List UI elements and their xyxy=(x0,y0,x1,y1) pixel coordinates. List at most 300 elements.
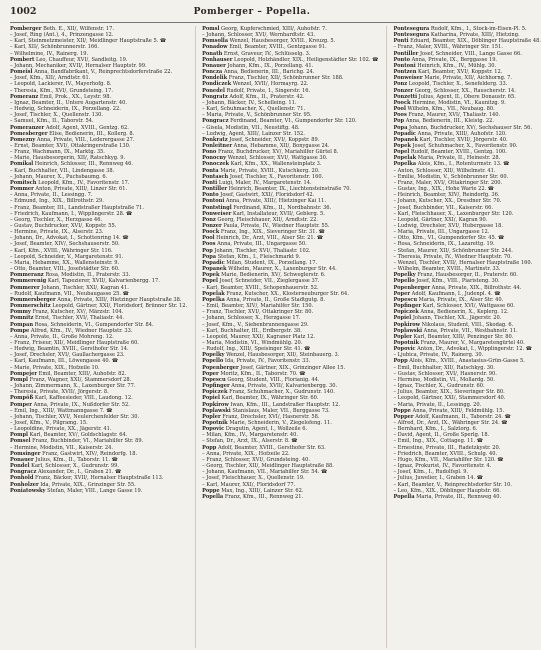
entry-surname: Popler xyxy=(393,333,412,340)
entry-details: – Ignaz, Beamter, II., Untere Augartenstr. 40. xyxy=(10,99,127,106)
entry-details: Eduard, Beamter, XIX., Döblinger Hauptstraße 48. xyxy=(408,38,541,45)
entry-details: Franz, Wagner, XXI/, Stammersdorf 28. xyxy=(27,376,132,383)
entry-surname: Poplawski xyxy=(393,327,423,334)
entry-details: Josef, Schneider, XVI/, Koppstr. 89. xyxy=(227,136,320,143)
entry-surname: Popiel xyxy=(393,315,412,322)
entry-details: – Julius, Juwelier, I., Graben 14. ☎ xyxy=(393,475,484,482)
entry-details: Wilhelm, Kfm., VII., Neubaug. 80. xyxy=(405,106,495,113)
entry-details: Alois, Kfm., XVIII., Anastasius-Grün-Gasse 5. xyxy=(407,358,525,365)
entry-surname: Ponti xyxy=(393,38,409,45)
entry-details: Stefan, Kfm., I., Fleischmarkt 9. xyxy=(216,253,301,260)
entry-details: Anna, Bedienerin, X., Keplerg. 12. xyxy=(418,309,509,316)
entry-details: Marie, Bedienerin, XV/, Schweglerstr. 6. xyxy=(219,272,326,279)
entry-details: Karl, Schlosser, XVI/, Wattgasse 60. xyxy=(421,303,515,310)
entry-details: Rosa, Modistin, II., Praterstr. 33. xyxy=(43,272,131,279)
entry-details: – Rudolf, Kaufmann, VII., Neubaugasse 25. ☎ xyxy=(10,290,129,297)
entry-details: Karl, Beamter, IX., Währinger Str. 60. xyxy=(219,395,319,402)
entry-surname: Ponath xyxy=(202,50,223,57)
entry-surname: Popler xyxy=(202,413,221,420)
entry-details: – Karl, Fleischhauer, X., Laxenburger Str. 120. xyxy=(393,210,514,217)
entry-details: Franz, Kfm., III., Rennweg 21. xyxy=(223,493,304,500)
entry-surname: Pomezny xyxy=(10,136,36,143)
entry-details: – Otto, Beamter, VIII., Josefstädter Str. 60. xyxy=(10,266,120,273)
entry-details: – Gisela, Modistin, VII., Neustiftg. 48. xyxy=(202,124,300,131)
entry-surname: Pommeranz xyxy=(10,272,44,279)
entry-details: Anton, Private, XIII/, Linzer Str. 61. xyxy=(33,186,128,193)
entry-details: – Friedrich, Beamter, XVIII., Schulg. 40. xyxy=(393,450,498,457)
entry-details: – Franz, Schlosser, XVI/, Grundsteing. 40. xyxy=(202,456,310,463)
column-1 xyxy=(10,26,187,648)
entry-surname: Popiel xyxy=(202,395,220,402)
entry-details: – Georg, Tischler, XII/, Meidlinger Hauptstraße 88. xyxy=(202,463,334,470)
entry-details: – Franz, Beamter, III., Landstraßer Hauptstraße 71. xyxy=(10,204,144,211)
entry-details: Josef, Schneider, VIII., Lange Gasse 66. xyxy=(418,50,522,57)
entry-surname: Popiczek xyxy=(393,309,419,316)
entry-surname: Pomikal xyxy=(10,161,34,168)
entry-details: Beth. E., XII/, Wilfenstr. 17. xyxy=(41,26,115,32)
column-3 xyxy=(386,26,540,648)
entry-details: Franz, Ing., XIX., Sieveringer Str. 31. ☎ xyxy=(219,229,326,236)
entry-details: Anna, Private, XIX., Billrothstr. 44. xyxy=(430,284,522,291)
entry-surname: Popek xyxy=(202,272,220,279)
entry-surname: Pommerenig xyxy=(10,278,47,285)
entry-details: – Karl, Steinmetzmeister, XII/, Meidlinger Hauptstraße 5. ☎ xyxy=(10,38,167,45)
entry-details: Anna, Hebamme, XII/, Bonygasse 24. xyxy=(232,142,330,149)
entry-surname: Pool xyxy=(202,235,215,242)
entry-surname: Pontoni xyxy=(393,62,416,69)
entry-details: – Anna, Private, II., Große Mohreng. 12. xyxy=(10,333,114,340)
entry-surname: Pompe xyxy=(10,327,30,334)
entry-details: Anna, Bandfabrikant, V., Reinprechtsdorferstraße 22. xyxy=(32,69,173,76)
entry-surname: Pop xyxy=(393,118,405,125)
entry-details: – Karl, Maurer, XXI/, Floridsdorf 77. xyxy=(202,481,296,488)
entry-surname: Poppe xyxy=(202,487,220,494)
entry-details: Adolf, Agent, XVIII., Gentzg. 62. xyxy=(44,124,129,131)
entry-details: – Emil, Buchhalter, XII/, Ratschkyg. 30. xyxy=(393,364,495,371)
entry-details: – Josef, Drechsler, XVI/, Gaullachergasse 23. xyxy=(10,352,125,359)
entry-details: – Hermine, Modistin, VI., Mollardg. 50. xyxy=(393,376,495,383)
entry-surname: Pontasch xyxy=(202,173,229,180)
entry-details: Wenzel, Hausbesorger, XVIII., Kreuzg. 5. xyxy=(228,38,336,45)
entry-details: Ida, Private, XIX., Grinzinger Str. 55. xyxy=(38,481,136,488)
entry-details: – Wilhelmine, IV., Rainerg. 19. xyxy=(10,50,89,57)
entry-details: – Rudolf, Ing., XIII/, Speisinger Str. 41. ☎ xyxy=(202,346,311,353)
entry-details: Stanislaus, Maler, VII., Burggasse 73. xyxy=(230,407,330,414)
entry-details: – Josef, Beamter, XIV/, Sechshauserstr. 50. xyxy=(10,241,120,248)
entry-details: – Karl, Schuhmacher, X., Quellenstr. 71. xyxy=(202,106,306,113)
entry-details: Anton, Dr., Advokat, I., Wipplingerstr. 12. ☎ xyxy=(415,346,533,353)
entry-details: Leopold, Gärtner, XXI/, Floridsdorf, Brünner Str. 12. xyxy=(50,303,188,310)
entry-details: – Marie, Private, XIX., Hofzeile 10. xyxy=(10,364,100,371)
entry-surname: Popenberger xyxy=(393,284,431,291)
entry-details: Johann, Tischler, XXI/, Kagran 41. xyxy=(39,284,129,291)
entry-details: – Gustav, Ing., XIX., Hohe Warte 22. ☎ xyxy=(393,186,495,193)
entry-details: – Johann, Mechaniker, XVII/, Hernalser Hauptstr. 99. xyxy=(10,62,147,69)
entry-surname: Popescu xyxy=(202,376,226,383)
entry-details: – Gustav, Schlosser, XVI/, Hasnerstr. 90. xyxy=(393,370,497,377)
entry-details: – Franz, Tischler, XVI/, Ottakringer Str. 80. xyxy=(202,309,314,316)
entry-surname: Popp xyxy=(393,358,408,365)
entry-details: Adolf, Kfm., II., Praterstr. 42. xyxy=(227,93,305,100)
entry-surname: Pomsel xyxy=(10,438,31,445)
entry-details: Karl, Kaffeesieder, VIII., Laudong. 12. xyxy=(33,395,133,402)
entry-surname: Ponzetti xyxy=(393,93,418,100)
entry-details: Alexander, Dr., I., Graben 21. ☎ xyxy=(36,469,122,476)
entry-details: Johann, Kfm., IX., Porzellang. 41. xyxy=(225,62,314,69)
entry-details: – Maria, Hebamme, XX., Wallensteinstr. 9. xyxy=(10,259,120,266)
entry-details: – Hugo, Kfm., VII., Mariahilfer Str. 120. ☎ xyxy=(393,456,504,463)
directory-entry xyxy=(393,494,540,500)
entry-details: – Ernst, Beamter, XVI/, Ottakringerstraße 130. xyxy=(10,142,131,149)
entry-surname: Popfinger xyxy=(202,383,230,390)
entry-details: Leo, Chauffeur, XVI/, Sandleitg. 19. xyxy=(34,56,128,63)
entry-details: Anna, Private, XIII/, Hietzinger Hauptstraße 38. xyxy=(55,296,182,303)
entry-details: – Johann, Kutscher, XX., Dresdner Str. 70. xyxy=(393,198,502,205)
entry-details: Franz, Bäcker, XVII/, Hernalser Hauptstraße 113. xyxy=(33,475,164,482)
entry-details: – Karl, Kfm., XVIII., Währinger Str. 116. xyxy=(10,247,113,254)
entry-details: Franz, Drechsler, XVI/, Hasnerstr. 58. xyxy=(220,413,320,420)
entry-surname: Ponzer xyxy=(202,223,222,229)
entry-surname: Ponauer xyxy=(202,62,226,69)
entry-surname: Pontzen xyxy=(393,69,417,76)
entry-details: Heinrich, Schlosser, III., Rennweg 46. xyxy=(33,161,133,168)
entry-details: Josef, Tischler, X., Favoritenstr. 160. xyxy=(228,173,324,180)
entry-details: Franz, Kutscher, XX., Klosterneuburger Str. 64. xyxy=(224,290,349,297)
entry-details: Wenzel, XVII/, Hormayrg. 22. xyxy=(231,81,309,88)
entry-details: – Johann, Maurer, X., Puchsbaumg. 6. xyxy=(10,173,108,180)
entry-surname: Popanek xyxy=(393,136,418,143)
entry-details: Karl, Beamter, XVI/, Koppstr. 12. xyxy=(416,69,503,76)
columns xyxy=(10,26,541,648)
entry-surname: Popa xyxy=(202,253,217,260)
entry-details: – Gustav, Buchdrucker, XVI/, Koppstr. 55. xyxy=(10,223,117,229)
entry-surname: Popella xyxy=(202,493,224,500)
entry-details: Anna, Private, VIII., Lederergasse 27. xyxy=(35,136,135,143)
entry-surname: Pommy xyxy=(10,309,31,316)
entry-surname: Popelak xyxy=(393,155,417,162)
entry-surname: Popotnik xyxy=(202,420,228,426)
entry-details: Karl, Installateur, XVII/, Geblerg. 5. xyxy=(231,210,325,217)
entry-details: Luigi, Maler, IV., Margaretenstr. 14. xyxy=(217,179,312,186)
entry-surname: Popa xyxy=(393,124,408,131)
entry-details: Josef, Schneider, VII., Zieglergasse 37. xyxy=(217,278,320,285)
entry-details: Moritz, Kfm., II., Taborstr. 70. ☎ xyxy=(218,370,306,377)
entry-details: Georg, Kupferschmied, XIII/, Auhofstr. 7. xyxy=(219,26,327,32)
entry-details: – Franz, Maler, XVI/, Ottakringer Str. 200. xyxy=(393,179,503,186)
entry-details: – Ignaz, Tischler, X., Gudrunstr. 60. xyxy=(393,383,485,390)
entry-surname: Popella xyxy=(393,493,415,500)
directory-entry xyxy=(202,494,378,500)
column-2 xyxy=(195,26,378,648)
entry-details: Heinrich, Beamter, IX., Liechtensteinstraße 70. xyxy=(227,186,352,193)
entry-details: Dragutin, Agent, I., Wollzeile 6. xyxy=(224,426,308,433)
entry-details: Franz, Hausbesorger, II., Praterstr. 60. xyxy=(415,272,518,279)
entry-details: – Otto, Kfm., VI., Gumpendorfer Str. 45. ☎ xyxy=(393,235,505,242)
entry-surname: Ponhold xyxy=(10,475,34,482)
entry-details: – Leopold, Gärtner, XXI/, Stammersdorf 40. xyxy=(393,395,506,402)
entry-surname: Pommer xyxy=(10,186,34,193)
entry-details: Anna, Private, III., Ungargasse 50. xyxy=(215,241,307,248)
entry-details: Maria, Private, III., Rennweg 40. xyxy=(414,493,502,500)
entry-surname: Popelka xyxy=(393,161,417,168)
entry-details: – Stefan, Maurer, XII/, Schönbrunner Str. 244. xyxy=(393,247,513,254)
entry-surname: Pontoni xyxy=(202,198,225,205)
entry-details: Marie, Private, XVIII., Kutschkerg. 20. xyxy=(218,167,320,174)
entry-details: – Karl, Kaufmann, III., Löwengasse 40. ☎ xyxy=(10,358,119,365)
entry-details: Franz, Gastwirt, XIV/, Reindorfg. 18. xyxy=(40,450,138,457)
entry-surname: Poppe xyxy=(393,407,411,414)
page-header xyxy=(10,6,494,23)
entry-surname: Pomeranzer xyxy=(10,124,45,131)
entry-details: – Johann, Bäcker, IV., Schelleing. 11. xyxy=(202,99,297,106)
entry-details: Anna, Private, IX., Nußdorfer Str. 52. xyxy=(31,401,130,408)
entry-details: – Karl, XII/, Schönbrunnerstr. 166. xyxy=(10,44,99,51)
entry-details: – Johann, Schlosser, XVI/, Wernhardtstr. 43. xyxy=(202,32,315,39)
entry-details: Maria, Private, IX., Alser Str. 40. xyxy=(417,296,504,303)
entry-surname: Ponti xyxy=(202,179,218,186)
entry-details: – Hermine, Private, IX., Alserstr. 23. xyxy=(10,229,104,236)
entry-surname: Ponz xyxy=(393,81,408,88)
entry-surname: Ponkratz xyxy=(202,136,228,143)
entry-details: – Karl, Buchhalter, III., Erdbergstr. 38. xyxy=(202,327,302,334)
entry-surname: Poock xyxy=(393,99,411,106)
entry-details: – Leopoldine, Private, XX., Jägerstr. 41. xyxy=(10,426,112,433)
entry-surname: Ponta xyxy=(202,167,219,174)
entry-details: Johann, Buchdrucker, XV/, Sechshauser Str. 56. xyxy=(407,124,532,131)
entry-details: Stefan, Maler, VIII., Lange Gasse 19. xyxy=(45,487,143,494)
entry-details: Adolf, Kaufmann, II., Taborstr. 24. ☎ xyxy=(413,413,511,420)
entry-surname: Pondel xyxy=(10,463,30,470)
entry-details: – Josef, Kfm., V., Siebenbrunnengasse 29. xyxy=(202,321,309,328)
entry-details: – Emil, Beamter, XIV/, Mariahilfer Str. 150. xyxy=(202,303,314,310)
entry-details: – Josef, Fleischhauer, X., Quellenstr. 19. xyxy=(202,475,305,482)
entry-surname: Pongracz xyxy=(10,469,37,476)
entry-surname: Pono xyxy=(202,149,217,156)
entry-details: – Leopold, Lackierer, IV., Mayerhofg. 8. xyxy=(10,81,112,88)
entry-details: Georg, Fleischhauer, XII/, Arndtstr. 22. xyxy=(215,216,318,223)
entry-details: – David, Agent, II., Große Sperlg. 18. xyxy=(393,432,490,439)
directory-entry xyxy=(10,488,187,494)
entry-details: – Josef, Kfm., I., Rudolfspl. 9. xyxy=(393,469,469,476)
entry-details: Leopold, Kfm., IV., Favoritenstr. 17. xyxy=(36,179,130,186)
entry-surname: Popotnik xyxy=(393,339,420,346)
entry-surname: Pompl xyxy=(10,376,28,383)
entry-details: Franz, Maurer, V., Margaretengürtel 40. xyxy=(419,339,525,346)
entry-details: Franz, Buchbinder, VI., Mariahilfer Str. 89. xyxy=(30,438,144,445)
entry-details: Milan, Student, IX., Porzellang. 17. xyxy=(224,259,318,266)
entry-details: Karl, Beamter, XIII/, Penzinger Str. 80. xyxy=(411,333,514,340)
entry-details: Anna, Private, II., Große Stadtgutg. 8. xyxy=(224,296,325,303)
entry-surname: Ponholzer xyxy=(10,481,39,488)
entry-details: Katharina, Private, XIII/, Hietzing. xyxy=(429,32,520,39)
entry-surname: Popel xyxy=(393,149,410,156)
entry-surname: Pontstingl xyxy=(202,204,232,211)
entry-details: Franz, Buchdrucker, XV/, Mariahilfer Gürtel 8. xyxy=(216,149,339,156)
entry-surname: Poock xyxy=(202,229,220,236)
entry-details: Emil, Beamter, XVIII., Gentzgasse 91. xyxy=(227,44,327,51)
entry-details: – Josef, Kfm., XII/, Arndtstr. 61. xyxy=(10,75,91,82)
entry-details: Ida, Private, IV., Favoritenstr. 33. xyxy=(223,358,311,365)
entry-details: Paula, Private, IV., Wiedner Hauptstr. 55. xyxy=(221,223,330,229)
entry-details: Marie, Private, XII/, Aichhorng. 7. xyxy=(422,75,512,82)
entry-details: Iwan, Kfm., III., Landstraßer Hauptstr. 12. xyxy=(228,401,341,408)
entry-details: Adolf, Kaufmann, I., Judenpl. 4. ☎ xyxy=(410,290,501,297)
entry-details: – Emil, Ing., XIX., Cottageg. 11. ☎ xyxy=(393,438,484,445)
entry-details: Heinrich, Dr., Arzt, VIII., Alser Str. 21. ☎ xyxy=(214,235,324,242)
entry-surname: Pomsl xyxy=(202,26,220,32)
entry-surname: Poncza xyxy=(202,69,223,76)
entry-details: Josef, Schuhmacher, X., Favoritenstr. 90. xyxy=(410,142,518,149)
entry-details: Hermine, Modistin, VI., Kaunitzg. 9. xyxy=(410,99,506,106)
entry-details: – Rosa, Schneiderin, IX., Lazarettg. 19. xyxy=(393,241,495,248)
entry-surname: Ponauer xyxy=(10,456,34,463)
entry-surname: Ponweiser xyxy=(393,75,423,82)
entry-details: – Maria, Private, V., Schönbrunner Str. 95. xyxy=(202,112,312,119)
entry-surname: Pomesberger xyxy=(10,130,48,137)
entry-details: Heinrich, Kfm., IV., Mühlg. 30. xyxy=(415,62,497,69)
entry-details: Alois, Kfm., I., Rotenturmstr. 13. ☎ xyxy=(416,161,510,168)
entry-details: Karl, Tischler, XVII/, Jörgerstr. 40. xyxy=(417,136,508,143)
entry-surname: Poos xyxy=(202,241,216,248)
entry-details: Julius, Agent, II., Obere Donaustr. 65. xyxy=(417,93,516,100)
entry-surname: Ponoczek xyxy=(202,161,230,168)
entry-surname: Popek xyxy=(393,142,411,149)
entry-surname: Pondiczek xyxy=(202,81,232,88)
entry-surname: Poper xyxy=(393,290,411,297)
entry-surname: Pop xyxy=(202,247,213,254)
entry-details: Franz, Tischler, XII/, Schönbrunner Str. 188. xyxy=(227,75,344,82)
entry-details: – Stefan, Dr., Arzt, IX., Alserstr. 8. ☎ xyxy=(202,438,298,445)
entry-details: – Edmund, Ing., XIX., Billrothstr. 29. xyxy=(10,198,104,205)
entry-details: Emil, Prok., XX., Leystr. 98. xyxy=(38,93,112,100)
entry-details: – Franz, Maler, XVIII., Währinger Str. 151. xyxy=(393,44,503,51)
entry-details: Anna, Bedienerin, III., Barichg. 24. xyxy=(222,69,315,76)
entry-details: Rudolf, Kfm., I., Stock-im-Eisen-Pl. 5. xyxy=(429,26,527,32)
entry-details: – Ludwig, Drechsler, XVI/, Hubergasse 18. xyxy=(393,223,504,229)
entry-details: Rosa, Schneiderin, VI., Gumpendorfer Str. 84. xyxy=(33,321,154,328)
entry-details: – Samuel, Kfm., II., Taborstr. 54. xyxy=(10,118,94,125)
entry-details: – Josef, Buchbinder, VII., Kaiserstr. 66. xyxy=(393,204,493,211)
entry-details: Leopold, Holzhändler, XIX., Heiligenstädter Str. 102. ☎ xyxy=(232,56,379,63)
entry-details: Rudolf, Private, I., Singerstr. 16. xyxy=(224,87,311,94)
entry-details: Franz, Maurer, XVI/, Thaliastr. 140. xyxy=(406,112,501,119)
entry-surname: Ponocny xyxy=(202,155,227,162)
entry-details: Georg, Schlosser, XX., Rauscherstr. 14. xyxy=(413,87,516,94)
entry-details: Josef, Gärtner, XIX., Grinzinger Allee 15. xyxy=(238,364,346,371)
entry-surname: Popelak xyxy=(202,290,225,297)
entry-details: – Franz, Friseur, XII/, Meidlinger Hauptstraße 60. xyxy=(10,339,139,346)
entry-details: – Theresia, Kfm., XVI/, Grundsteing. 17. xyxy=(10,87,113,94)
entry-surname: Popadic xyxy=(202,259,225,266)
entry-surname: Popadic xyxy=(393,130,417,137)
entry-details: – Leopold, Maurer, XXI/, Kagraner Platz 12. xyxy=(202,333,315,340)
entry-details: Karl, Schlosser, X., Gudrunstr. 99. xyxy=(29,463,119,470)
entry-surname: Pompejer xyxy=(10,370,38,377)
entry-surname: Pomitsch xyxy=(10,179,37,186)
entry-surname: Ponzer xyxy=(393,87,414,94)
entry-details: – Milan, Kfm., IV., Margaretenstr. 40. xyxy=(202,432,299,439)
entry-details: Anna, Private, XIII/, Feldmühlg. 15. xyxy=(410,407,505,414)
entry-surname: Popovic xyxy=(393,346,416,353)
entry-surname: Pontesegura xyxy=(393,26,430,32)
entry-details: – Wenzel, Tischler, XVII/, Hernalser Hauptstraße 160. xyxy=(393,259,533,266)
entry-details: – Ludwig, Agent, XIII/, Lainzer Str. 152. xyxy=(202,130,305,137)
entry-surname: Pontiller xyxy=(393,50,419,57)
entry-details: – Johann, Schlosser, X., Herzgasse 17. xyxy=(202,315,301,322)
entry-surname: Ponz xyxy=(202,216,216,223)
entry-surname: Pomsolla xyxy=(202,38,229,45)
entry-surname: Popovic xyxy=(202,426,225,433)
entry-surname: Popello xyxy=(202,358,224,365)
entry-details: – Leopold, Gärtner, XXI/, Kagran 90. xyxy=(393,216,488,223)
entry-surname: Ponhauser xyxy=(202,56,233,63)
entry-surname: Poniatowsky xyxy=(10,487,46,494)
entry-details: Karl, Beamter, XV/, Goldschlagstr. 64. xyxy=(27,432,128,439)
entry-surname: Popiczek xyxy=(202,389,228,396)
entry-surname: Ponweiser xyxy=(202,210,232,217)
entry-surname: Popel xyxy=(202,278,218,285)
entry-details: – Josef, Ring (Ant.), 4., Prinzengasse 12. xyxy=(10,32,114,39)
entry-details: Marie, Schneiderin, V., Ziegelofeng. 11. xyxy=(227,420,332,426)
entry-details: – Karl, Buchhalter, VII., Lindengasse 38. xyxy=(10,167,115,174)
entry-details: Johann, Tischler, XVI/, Thaliastr. 102. xyxy=(212,247,311,254)
entry-surname: Pongracz xyxy=(202,118,229,125)
entry-surname: Pomeisl xyxy=(10,69,33,76)
entry-details: Josef, Gastwirt, XXI/, Floridsdorf 42. xyxy=(218,192,315,199)
page-number: 1002 xyxy=(10,6,37,17)
entry-details: Elise, Bedienerin, III., Kollerg. 8. xyxy=(47,130,135,137)
entry-details: Anna, Private, VII., Westbahnstr. 11. xyxy=(422,327,518,334)
entry-details: Anna, Private, IX., Berggasse 19. xyxy=(410,56,498,63)
entry-details: Anna, Private, XIII/, Auhofstr. 120. xyxy=(416,130,507,137)
entry-surname: Popanek xyxy=(202,266,227,273)
entry-surname: Pool xyxy=(393,106,406,113)
entry-details: Josef, Kfm., VIII., Piaristeng. 30. xyxy=(414,278,500,285)
entry-details: Georg, Student, VIII., Florianig. 44. xyxy=(225,376,320,383)
entry-details: – Hermine, Modistin, VII., Kaiserstr. 24. xyxy=(10,444,114,451)
entry-surname: Ponedel xyxy=(202,87,225,94)
entry-surname: Ponadow xyxy=(202,44,228,51)
entry-details: Ernst, Tischler, XVI/, Thaliastr. 44. xyxy=(33,315,125,322)
entry-details: – Ljubica, Private, IV., Rainerg. 30. xyxy=(393,352,484,359)
entry-details: Franz, Schuhmacher, X., Gudrunstr. 140. xyxy=(227,389,335,396)
entry-surname: Poplawski xyxy=(202,407,231,414)
entry-surname: Poos xyxy=(393,112,407,119)
entry-details: Adolf, Beamter, XVIII., Gersthofer Str. 63. xyxy=(216,444,326,451)
entry-surname: Pontiller xyxy=(202,186,228,193)
entry-surname: Pompan xyxy=(10,321,34,328)
entry-details: – Wilhelm, Beamter, XVIII., Martinstr. 33. xyxy=(393,266,501,273)
entry-details: – Maria, Modistin, VI., Windmühlg. 20. xyxy=(202,339,303,346)
entry-details: – Marie, Hausbesorgerin, XII/, Ratschkyg. 9. xyxy=(10,155,126,162)
entry-details: Ferdinand, Beamter, VI., Gumpendorfer Str. 120. xyxy=(228,118,357,125)
entry-surname: Pommersberger xyxy=(10,296,56,303)
entry-surname: Popelky xyxy=(202,352,225,359)
entry-details: Alfred, Kfm., IV., Wiedner Hauptstr. 33. xyxy=(29,327,133,334)
entry-surname: Popelky xyxy=(393,272,416,279)
entry-surname: Popfinger xyxy=(393,303,421,310)
entry-details: – Karl, Beamter, XVIII., Schopenhauerstr. 52. xyxy=(202,284,319,291)
entry-surname: Pomberger xyxy=(10,26,42,32)
entry-details: – Maria, Private, II., Lessingg. 20. xyxy=(393,401,482,408)
entry-surname: Pomnitz xyxy=(10,315,34,322)
entry-surname: Pombert xyxy=(10,56,35,63)
entry-details: Karl, Tapezierer, XVII/, Kalvarienbergg. 17. xyxy=(46,278,160,285)
entry-details: Ernst, Graveur, IV., Schlüsselg. 3. xyxy=(222,50,311,57)
entry-surname: Popescu xyxy=(393,296,418,303)
entry-details: Johann, Tischler, XX., Jägerstr. 20. xyxy=(411,315,502,322)
entry-details: – Emil, Ing., XIII/, Wattmanngasse 7. ☎ xyxy=(10,407,113,414)
